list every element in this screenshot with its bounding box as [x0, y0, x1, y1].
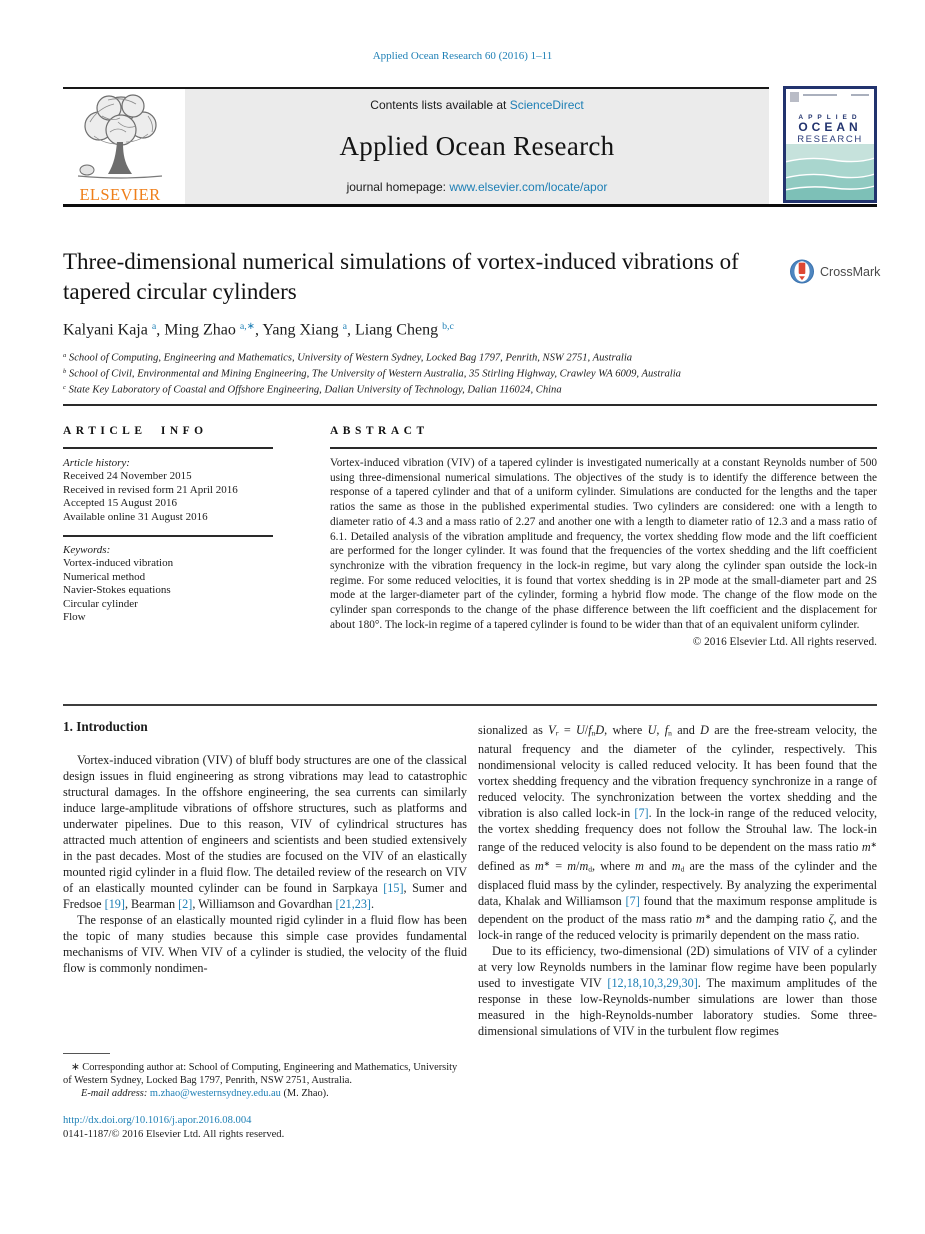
crossmark-icon [789, 257, 816, 286]
footnote-block [63, 1053, 467, 1141]
doi-link[interactable]: http://dx.doi.org/10.1016/j.apor.2016.08.004 [63, 1115, 252, 1126]
history-accepted: Accepted 15 August 2016 [63, 497, 177, 510]
author-line: Kalyani Kaja $^a$, Ming Zhao $^{a,∗}$, Yang Xiang $^a$, Liang Cheng $^{b,c}$ [63, 321, 454, 339]
abstract-text: Vortex-induced vibration (VIV) of a tapered cylinder is investigated numerically at a constant Reynolds number of 500 using three-dimensional numerical simulations. The objectives of the study is to identify the difference between the response of a tapered cylinder and that of a uniform cylinder. Simulations are conducted for the lengths and the taper ratios the same as those in the published experimental studies. Two cylinders are considered: one with a length to diameter ratio of 4.3 and a mass ratio of 2.27 and another one with a length to diameter ratio of 12.3 and a mass ratio of 6.1. Detailed analysis of the vibration amplitude and frequency, the vortex shedding flow mode and the lift coefficient are performed for the longer cylinder. It was found that the frequencies of the vortex shedding and the lift coefficient synchronize with the vibration frequency in the lock-in regime, but vary along the cylinder span outside the lock-in regime. For some reduced velocities, it is found that vortex shedding is in 2P mode at the small-diameter part and 2S mode at the larger-diameter part of the cylinder, forming a hybrid flow mode. The change of the flow mode on the cylinder span corresponds to the change of the phase difference between the lift coefficient and the displacement for about 180°. The lock-in regime of a tapered cylinder is found to be wider than that of an equivalent uniform cylinder. [330, 457, 877, 631]
journal-masthead [185, 89, 769, 204]
article-history [63, 457, 303, 524]
article-info-heading: ARTICLE INFO [63, 425, 208, 437]
crossmark-badge[interactable] [789, 257, 880, 286]
divider-rule [63, 404, 877, 406]
journal-title: Applied Ocean Research [339, 130, 615, 161]
affiliation-a: $^a$ School of Computing, Engineering and Mathematics, University of Western Sydney, Locked Bag 1797, Penrith, NSW 2751, Australia [63, 352, 633, 364]
affiliation-b: $^b$ School of Civil, Environmental and Mining Engineering, The University of Western Australia, 35 Stirling Highway, Crawley WA 6009, Australia [63, 368, 681, 380]
article-history-label: Article history: [63, 457, 130, 469]
keyword: Vortex-induced vibration [63, 557, 174, 570]
journal-reference: Applied Ocean Research 60 (2016) 1–11 [372, 50, 553, 62]
keyword: Circular cylinder [63, 597, 138, 610]
paragraph: Due to its efficiency, two-dimensional (2D) simulations of VIV of a cylinder at very low Reynolds numbers in the laminar flow regime have been popularly used to investigate VIV [12,18,10,3,29,30]. The maximum amplitudes of the response in these low-Reynolds-number simulations are lower than those measured in the high-Reynolds-number laboratory studies. Some three-dimensional simulations of VIV in the turbulent flow regimes [478, 944, 877, 1039]
elsevier-tree-icon [74, 92, 166, 182]
article-info-rule [63, 447, 273, 449]
header-bottom-rule [63, 204, 877, 207]
footnote-rule [63, 1053, 110, 1054]
section-heading-introduction: 1. Introduction [63, 719, 148, 734]
email-line[interactable]: E-mail address: m.zhao@westernsydney.edu.au (M. Zhao). [81, 1088, 329, 1099]
abstract [330, 456, 877, 650]
keywords-rule [63, 535, 273, 537]
paragraph: The response of an elastically mounted rigid cylinder in a fluid flow has been the topic of many studies because this simple case provides fundamental mechanisms of VIV. When VIV of a cylinder is studied, the velocity of the fluid flow is commonly nondimen- [63, 913, 467, 975]
cover-emblem [790, 92, 799, 102]
history-received: Received 24 November 2015 [63, 470, 192, 483]
issn-copyright-line: 0141-1187/© 2016 Elsevier Ltd. All rights reserved. [63, 1129, 285, 1140]
abstract-copyright: © 2016 Elsevier Ltd. All rights reserved. [692, 636, 877, 649]
abstract-rule [330, 447, 877, 449]
tree-trunk [108, 142, 132, 174]
keyword: Navier-Stokes equations [63, 584, 171, 597]
section-divider-rule [63, 704, 877, 706]
cover-ocean-text: OCEAN [798, 120, 862, 134]
keywords-label: Keywords: [63, 544, 111, 556]
article-title: Three-dimensional numerical simulations of vortex-induced vibrations of tapered circular cylinders [63, 249, 739, 304]
paragraph: Vortex-induced vibration (VIV) of bluff body structures are one of the classical design issues in fluid engineering as strong vibrations may lead to catastrophic structural damages. In the offshore engineering, the sea currents can similarly induce large-amplitude vibrations of offshore structures, such as platforms and underwater pipelines. Due to this reason, VIV of cylindrical structures has attracted much attention of engineers and scientists and been studied extensively in the past decades. Most of the studies are focused on the VIV of an elastically mounted rigid cylinder in a fluid flow. The detailed review of the research on VIV of an elastically mounted cylinder can be found in Sarpkaya [15], Sumer and Fredsoe [19], Bearman [2], Williamson and Govardhan [21,23]. [63, 753, 467, 911]
affiliation-c: $^c$ State Key Laboratory of Coastal and Offshore Engineering, Dalian University of Technology, Dalian 116024, China [63, 384, 562, 396]
elsevier-logo [64, 92, 176, 204]
affiliations [63, 349, 877, 397]
cover-applied-text: APPLIED [798, 114, 862, 121]
body-left-column [63, 719, 467, 976]
crossmark-label: CrossMark [820, 264, 881, 279]
cover-research-text: RESEARCH [797, 134, 863, 145]
body-right-column [478, 722, 877, 1039]
paragraph: sionalized as Vr = U/fnD, where U, fn and D are the free-stream velocity, the natural frequency and the diameter of the cylinder, respectively. This nondimensional velocity is called reduced velocity. It has been found that the vortex shedding frequency and the vibration frequency synchronize in a range of reduced velocity. The synchronization between the vortex shedding and the vibration is also called lock-in [7]. In the lock-in range of the reduced velocity, the vortex shedding frequency does not follow the Strouhal law. The lock-in range of the reduced velocity is also found to be dependent on the mass ratio m∗ defined as m∗ = m/md, where m and md are the mass of the cylinder and the displaced fluid mass by the cylinder, respectively. By analyzing the experimental data, Khalak and Williamson [7] found that the maximum response amplitude is dependent on the product of the mass ratio m∗ and the damping ratio ζ, and the lock-in range of the reduced velocity is primarily dependent on the mass ratio. [478, 723, 878, 943]
keyword: Flow [63, 611, 86, 624]
keyword: Numerical method [63, 570, 146, 583]
corresponding-author-note: ∗ Corresponding author at: School of Computing, Engineering and Mathematics, University of Western Sydney, Locked Bag 1797, Penrith, NSW 2751, Australia. [63, 1062, 458, 1086]
journal-homepage-line[interactable]: journal homepage: www.elsevier.com/locate/apor [346, 180, 608, 194]
journal-cover-thumbnail[interactable] [783, 86, 877, 203]
abstract-heading: ABSTRACT [330, 425, 429, 437]
history-revised: Received in revised form 21 April 2016 [63, 483, 238, 496]
history-online: Available online 31 August 2016 [63, 510, 208, 523]
elsevier-wordmark: ELSEVIER [79, 185, 161, 204]
contents-lists-line[interactable]: Contents lists available at ScienceDirect [370, 98, 584, 112]
keywords [63, 544, 303, 624]
